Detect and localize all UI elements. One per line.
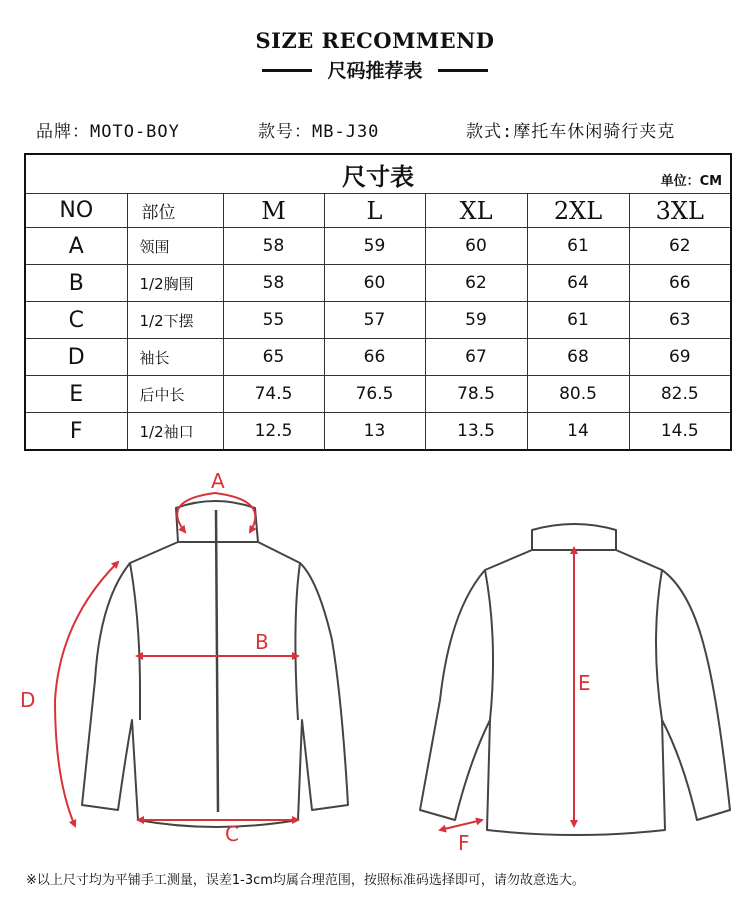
measure-f-arrow — [440, 820, 482, 830]
table-cell: 66 — [324, 339, 425, 376]
table-cell: 57 — [324, 302, 425, 339]
col-header-size: XL — [425, 194, 527, 228]
table-cell: 14 — [527, 413, 629, 451]
measure-e-label: E — [578, 671, 591, 695]
table-cell: 58 — [223, 265, 324, 302]
unit-label: 单位：CM — [660, 174, 723, 189]
col-header-size: M — [223, 194, 324, 228]
row-code: C — [25, 302, 127, 339]
page-subtitle: 尺码推荐表 — [327, 60, 423, 82]
style-info: 款式:摩托车休闲骑行夹克 — [466, 122, 676, 142]
table-row — [25, 376, 731, 413]
measure-b-label: B — [255, 630, 269, 654]
col-header-no: NO — [25, 194, 127, 228]
size-table — [24, 153, 732, 451]
row-code: D — [25, 339, 127, 376]
row-code: F — [25, 413, 127, 451]
row-part: 袖长 — [127, 339, 223, 376]
measure-c-label: C — [225, 822, 239, 846]
table-cell: 62 — [425, 265, 527, 302]
table-cell: 61 — [527, 228, 629, 265]
size-table-header — [25, 154, 731, 194]
row-part: 后中长 — [127, 376, 223, 413]
table-cell: 76.5 — [324, 376, 425, 413]
page-title: SIZE RECOMMEND — [255, 28, 495, 53]
row-part: 1/2袖口 — [127, 413, 223, 451]
jacket-front-outline — [82, 501, 348, 827]
table-row — [25, 228, 731, 265]
table-cell: 60 — [324, 265, 425, 302]
table-cell: 66 — [629, 265, 731, 302]
size-table-title: 尺寸表 — [342, 162, 415, 191]
measure-f-label: F — [458, 831, 470, 855]
table-cell: 13 — [324, 413, 425, 451]
table-cell: 78.5 — [425, 376, 527, 413]
table-cell: 65 — [223, 339, 324, 376]
row-part: 领围 — [127, 228, 223, 265]
table-cell: 80.5 — [527, 376, 629, 413]
table-cell: 59 — [425, 302, 527, 339]
table-cell: 61 — [527, 302, 629, 339]
table-cell: 14.5 — [629, 413, 731, 451]
brand-info: 品牌：MOTO-BOY — [36, 122, 180, 142]
table-cell: 82.5 — [629, 376, 731, 413]
row-part: 1/2胸围 — [127, 265, 223, 302]
measure-d-label: D — [20, 688, 36, 712]
title-rule-right — [438, 69, 488, 72]
table-row — [25, 265, 731, 302]
table-cell: 12.5 — [223, 413, 324, 451]
table-cell: 67 — [425, 339, 527, 376]
table-cell: 13.5 — [425, 413, 527, 451]
row-code: A — [25, 228, 127, 265]
table-row — [25, 302, 731, 339]
jacket-diagram — [0, 460, 750, 860]
measure-a-label: A — [211, 469, 225, 493]
table-cell: 55 — [223, 302, 324, 339]
row-code: E — [25, 376, 127, 413]
row-part: 1/2下摆 — [127, 302, 223, 339]
table-cell: 69 — [629, 339, 731, 376]
table-cell: 63 — [629, 302, 731, 339]
table-cell: 74.5 — [223, 376, 324, 413]
table-row — [25, 339, 731, 376]
table-cell: 60 — [425, 228, 527, 265]
col-header-size: 3XL — [629, 194, 731, 228]
table-cell: 68 — [527, 339, 629, 376]
table-row — [25, 413, 731, 451]
table-cell: 62 — [629, 228, 731, 265]
row-code: B — [25, 265, 127, 302]
table-cell: 59 — [324, 228, 425, 265]
col-header-size: L — [324, 194, 425, 228]
col-header-size: 2XL — [527, 194, 629, 228]
front-zipper — [216, 510, 218, 812]
col-header-part: 部位 — [127, 194, 223, 228]
table-cell: 64 — [527, 265, 629, 302]
model-info: 款号：MB-J30 — [258, 122, 380, 142]
footnote: ※以上尺寸均为平铺手工测量，误差1-3cm均属合理范围，按照标准码选择即可，请勿故意选大。 — [26, 873, 585, 888]
table-cell: 58 — [223, 228, 324, 265]
